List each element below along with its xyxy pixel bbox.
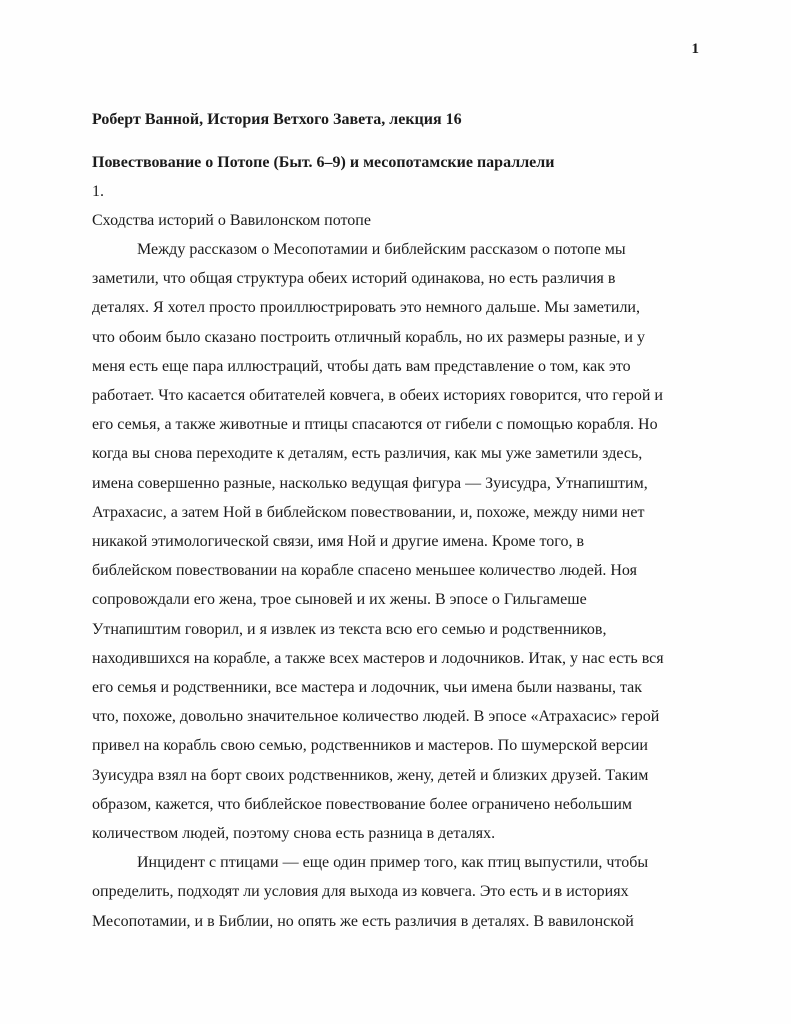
text-line: деталях. Я хотел просто проиллюстрировать это немного дальше. Мы заметили, [92, 299, 640, 317]
text-line: привел на корабль свою семью, родственников и мастеров. По шумерской версии [92, 737, 648, 755]
text-line: работает. Что касается обитателей ковчега, в обеих историях говорится, что герой и [92, 387, 663, 405]
text-line: Атрахасис, а затем Ной в библейском повествовании, и, похоже, между ними нет [92, 503, 645, 521]
section-title: Сходства историй о Вавилонском потопе [92, 212, 371, 229]
text-line: образом, кажется, что библейское повествование более ограничено небольшим [92, 795, 633, 813]
text-line: Между рассказом о Месопотамии и библейским рассказом о потопе мы [137, 241, 626, 258]
page-content [92, 105, 751, 936]
text-line: Утнапиштим говорил, и я извлек из текста всю его семью и родственников, [92, 620, 607, 638]
text-line: меня есть еще пара иллюстраций, чтобы дать вам представление о том, как это [92, 357, 631, 375]
text-line: Месопотамии, и в Библии, но опять же есть различия в деталях. В вавилонской [92, 912, 634, 930]
text-line: когда вы снова переходите к деталям, есть различия, как мы уже заметили здесь, [92, 445, 643, 463]
page-number: 1 [691, 41, 699, 57]
text-line: Инцидент с птицами — еще один пример того, как птиц выпустили, чтобы [137, 854, 649, 872]
text-line: что, похоже, довольно значительное количество людей. В эпосе «Атрахасис» герой [92, 708, 660, 726]
text-line: никакой этимологической связи, имя Ной и другие имена. Кроме того, в [92, 533, 585, 551]
body-paragraphs [92, 235, 751, 936]
text-line: количеством людей, поэтому снова есть разница в деталях. [92, 825, 496, 843]
paragraph [92, 848, 751, 936]
paragraph [92, 235, 751, 848]
text-line: его семья, а также животные и птицы спасаются от гибели с помощью корабля. Но [92, 416, 658, 434]
lecture-subtitle: Повествование о Потопе (Быт. 6–9) и месопотамские параллели [92, 154, 555, 171]
text-line: имена совершенно разные, насколько ведущая фигура — Зуисудра, Утнапиштим, [92, 474, 648, 492]
text-line: определить, подходят ли условия для выхода из ковчега. Это есть и в историях [92, 883, 629, 901]
text-line: его семья и родственники, все мастера и лодочник, чьи имена были названы, так [92, 679, 642, 697]
text-line: находившихся на корабле, а также всех мастеров и лодочников. Итак, у нас есть вся [92, 649, 664, 667]
text-line: заметили, что общая структура обеих историй одинакова, но есть различия в [92, 270, 616, 288]
section-number: 1. [92, 183, 104, 200]
text-line: что обоим было сказано построить отличный корабль, но их размеры разные, и у [92, 328, 645, 346]
document-title: Роберт Ванной, История Ветхого Завета, лекция 16 [92, 111, 462, 128]
text-line: Зуисудра взял на борт своих родственников, жену, детей и близких друзей. Таким [92, 766, 649, 784]
text-line: сопровождали его жена, трое сыновей и их жены. В эпосе о Гильгамеше [92, 591, 587, 609]
text-line: библейском повествовании на корабле спасено меньшее количество людей. Ноя [92, 562, 637, 580]
